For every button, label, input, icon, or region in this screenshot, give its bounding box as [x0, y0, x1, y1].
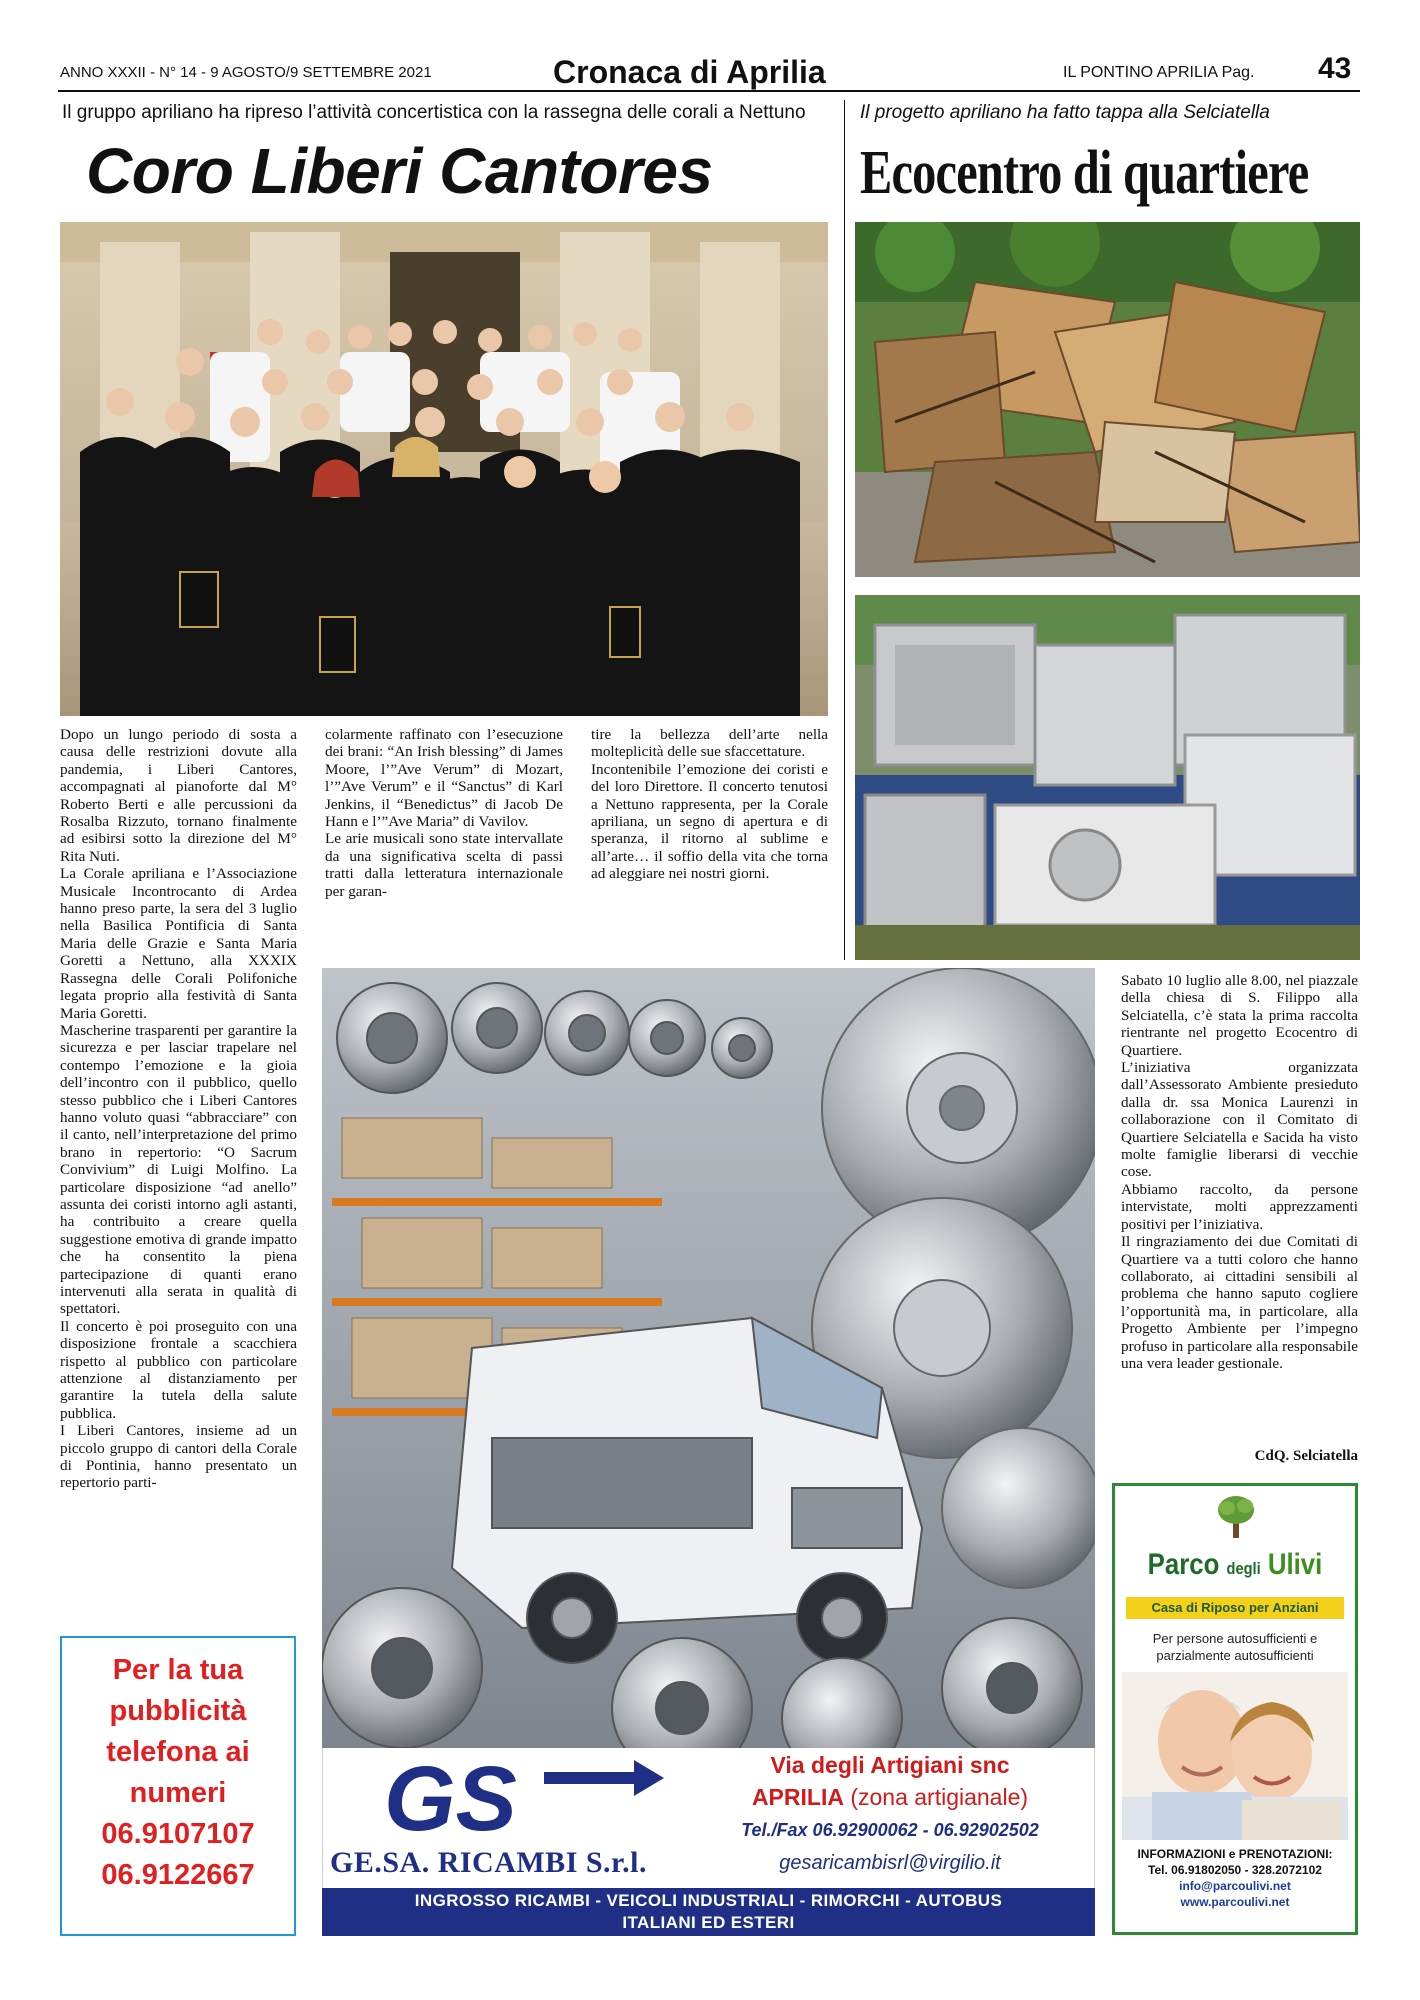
arrow-icon: [544, 1760, 664, 1796]
waste-pile-illustration: [855, 222, 1360, 577]
left-article-column-3: [591, 726, 828, 966]
paragraph: Le arie musicali sono state intervallate da una significativa scelta di passi tratti dalla letteratura internazionale per garan-: [325, 830, 563, 900]
olive-tree-graphic: [1215, 1494, 1257, 1540]
publication-name: IL PONTINO APRILIA Pag.: [1063, 64, 1255, 81]
paragraph: Il concerto è poi proseguito con una disposizione frontale a scacchiera rispetto al pubblico con particolare attenzione al distanziamento per garantire la tutela della salute pubblica.: [60, 1317, 297, 1422]
paragraph: Mascherine trasparenti per garantire la sicurezza e per lasciar trapelare nel contempo l’emozione e la gioia dell’incontro con il pubblico, quello stesso pubblico che i Liberi Cantores hanno voluto quasi “abbracciare” con il canto, nell’interpretazione del primo brano in repertorio: “O Sacrum Convivium” di Luigi Molfino. La particolare disposizione “ad anello” assunta dei coristi intorno agli astanti, ha contribuito a creare quella suggestione emotiva di grande impatto che ha consentito la piena partecipazione di quanti erano intervenuti alla serata in qualità di spettatori.: [60, 1021, 297, 1318]
ad-phone: 06.9122667: [101, 1859, 255, 1891]
paragraph: I Liberi Cantores, insieme ad un piccolo gruppo di cantori della Corale di Pontinia, hanno presentato un repertorio parti-: [60, 1422, 297, 1492]
issue-info: ANNO XXXII - N° 14 - 9 AGOSTO/9 SETTEMBRE 2021: [60, 64, 432, 81]
paragraph: Dopo un lungo periodo di sosta a causa delle restrizioni dovute alla pandemia, i Liberi Cantores, accompagnati al pianoforte dal M° Roberto Berti e alle percussioni da Rosalba Rizzuto, tornano finalmente ad esibirsi sotto la direzione del M° Rita Nuti.: [60, 726, 297, 865]
gesa-zone: (zona artigianale): [843, 1784, 1029, 1810]
gesa-company-name: GE.SA. RICAMBI S.r.l.: [330, 1846, 647, 1879]
paragraph: Il ringraziamento dei due Comitati di Quartiere va a tutti coloro che hanno collaborato, ai cittadini sensibili al problema che hanno saputo cogliere l’opportunità ma, in particolare, alla Progetto Ambiente per l’impegno profuso in particolare alla responsabile una vera leader gestionale.: [1121, 1233, 1358, 1372]
parco-website-link[interactable]: www.parcoulivi.net: [1180, 1895, 1290, 1909]
right-article-byline: CdQ. Selciatella: [1254, 1448, 1358, 1464]
ad-line: pubblicità: [109, 1695, 247, 1727]
parco-name-part: degli: [1226, 1559, 1261, 1578]
paragraph: Abbiamo raccolto, da persone intervistate, molti apprezzamenti positivi per l’iniziativa.: [1121, 1180, 1358, 1233]
auto-parts-illustration: [322, 968, 1095, 1748]
right-article-kicker: Il progetto apriliano ha fatto tappa alla Selciatella: [860, 102, 1270, 123]
gesa-address-street: Via degli Artigiani snc: [770, 1752, 1010, 1778]
parco-ulivi-tagline: Casa di Riposo per Anziani: [1126, 1597, 1344, 1619]
ad-line: Per la tua: [112, 1654, 244, 1686]
gesa-city: APRILIA: [751, 1784, 844, 1810]
gesa-email: gesaricambisrl@virgilio.it: [779, 1852, 1001, 1874]
paragraph: Sabato 10 luglio alle 8.00, nel piazzale della chiesa di S. Filippo alla Selciatella, c’è stata la prima raccolta rientrante nel progetto Ecocentro di Quartiere.: [1121, 972, 1358, 1059]
parco-ulivi-contacts: [1116, 1846, 1354, 1910]
parco-ulivi-subtitle: Per persone autosufficienti e parzialmente autosufficienti: [1152, 1631, 1318, 1663]
paragraph: tire la bellezza dell’arte nella molteplicità delle sue sfaccettature.: [591, 726, 828, 761]
ad-phone: 06.9107107: [101, 1818, 255, 1850]
section-title: Cronaca di Aprilia: [553, 54, 826, 90]
ad-line: telefona ai: [106, 1736, 250, 1768]
paragraph: L’iniziativa organizzata dall’Assessorato Ambiente presieduto dalla dr. ssa Monica Laurenzi in collaborazione con il Comitato di Quartiere Selciatella e Sacida ha visto molte famiglie liberarsi di vecchie cose.: [1121, 1059, 1358, 1181]
gesa-logo-mark: [364, 1752, 684, 1842]
parco-info-label: INFORMAZIONI e PRENOTAZIONI:: [1137, 1847, 1333, 1861]
parco-phone: Tel. 06.91802050 - 328.2072102: [1148, 1863, 1322, 1877]
waste-pile-photo: [855, 222, 1360, 577]
ad-line: numeri: [129, 1777, 227, 1809]
page-number: 43: [1318, 52, 1352, 85]
appliances-photo: [855, 595, 1360, 960]
elderly-couple-illustration: [1122, 1672, 1348, 1840]
advertising-contact-text: [60, 1650, 296, 1896]
gesa-ad-collage: [322, 968, 1095, 1748]
olive-tree-icon: [1215, 1494, 1257, 1540]
left-article-column-1: [60, 726, 297, 1606]
parco-email-link[interactable]: info@parcoulivi.net: [1179, 1879, 1291, 1893]
gesa-banner: [322, 1888, 1095, 1936]
paragraph: La Corale apriliana e l’Associazione Musicale Incontrocanto di Ardea hanno preso parte, la sera del 3 luglio nella Basilica Pontificia di Santa Maria delle Grazie e Santa Maria Goretti a Nettuno, alla XXXIX Rassegna delle Corali Polifoniche legata proprio alla festività di Santa Maria Goretti.: [60, 865, 297, 1022]
right-article-headline: Ecocentro di quartiere: [860, 139, 1309, 207]
choir-photo: [60, 222, 828, 716]
elderly-couple-photo: [1122, 1672, 1348, 1840]
parco-name-part: Parco: [1147, 1548, 1227, 1581]
gesa-phone: Tel./Fax 06.92900062 - 06.92902502: [741, 1820, 1039, 1840]
parco-name-part: Ulivi: [1260, 1548, 1323, 1581]
left-article-headline: Coro Liberi Cantores: [86, 135, 713, 207]
gesa-logo-text: GS: [384, 1752, 517, 1842]
paragraph: colarmente raffinato con l’esecuzione dei brani: “An Irish blessing” di James Moore, l’”Ave Verum” di Mozart, l’”Ave Verum” e il “Sanctus” di Karl Jenkins, il “Benedictus” di Jacob De Hann e l’”Ave Maria” di Vavilov.: [325, 726, 563, 831]
header-rule: [58, 90, 1360, 92]
parco-ulivi-name: [1133, 1548, 1338, 1582]
appliances-illustration: [855, 595, 1360, 960]
column-separator: [844, 100, 845, 960]
choir-photo-illustration: [60, 222, 828, 716]
left-article-kicker: Il gruppo apriliano ha ripreso l’attività concertistica con la rassegna delle corali a Nettuno: [62, 102, 806, 123]
gesa-banner-line-2: ITALIANI ED ESTERI: [622, 1913, 795, 1932]
gesa-address-city: [700, 1784, 1080, 1811]
gesa-banner-line-1: INGROSSO RICAMBI - VEICOLI INDUSTRIALI - RIMORCHI - AUTOBUS: [414, 1891, 1003, 1910]
left-article-column-2: [325, 726, 563, 966]
gesa-logo: [364, 1752, 684, 1842]
right-article-body: [1121, 972, 1358, 1462]
paragraph: Incontenibile l’emozione dei coristi e del loro Direttore. Il concerto tenutosi a Nettuno rappresenta, per la Corale apriliana, un segno di apertura e di speranza, il ritorno al sublime e all’arte… il soffio della vita che torna ad aleggiare nei nostri giorni.: [591, 760, 828, 883]
